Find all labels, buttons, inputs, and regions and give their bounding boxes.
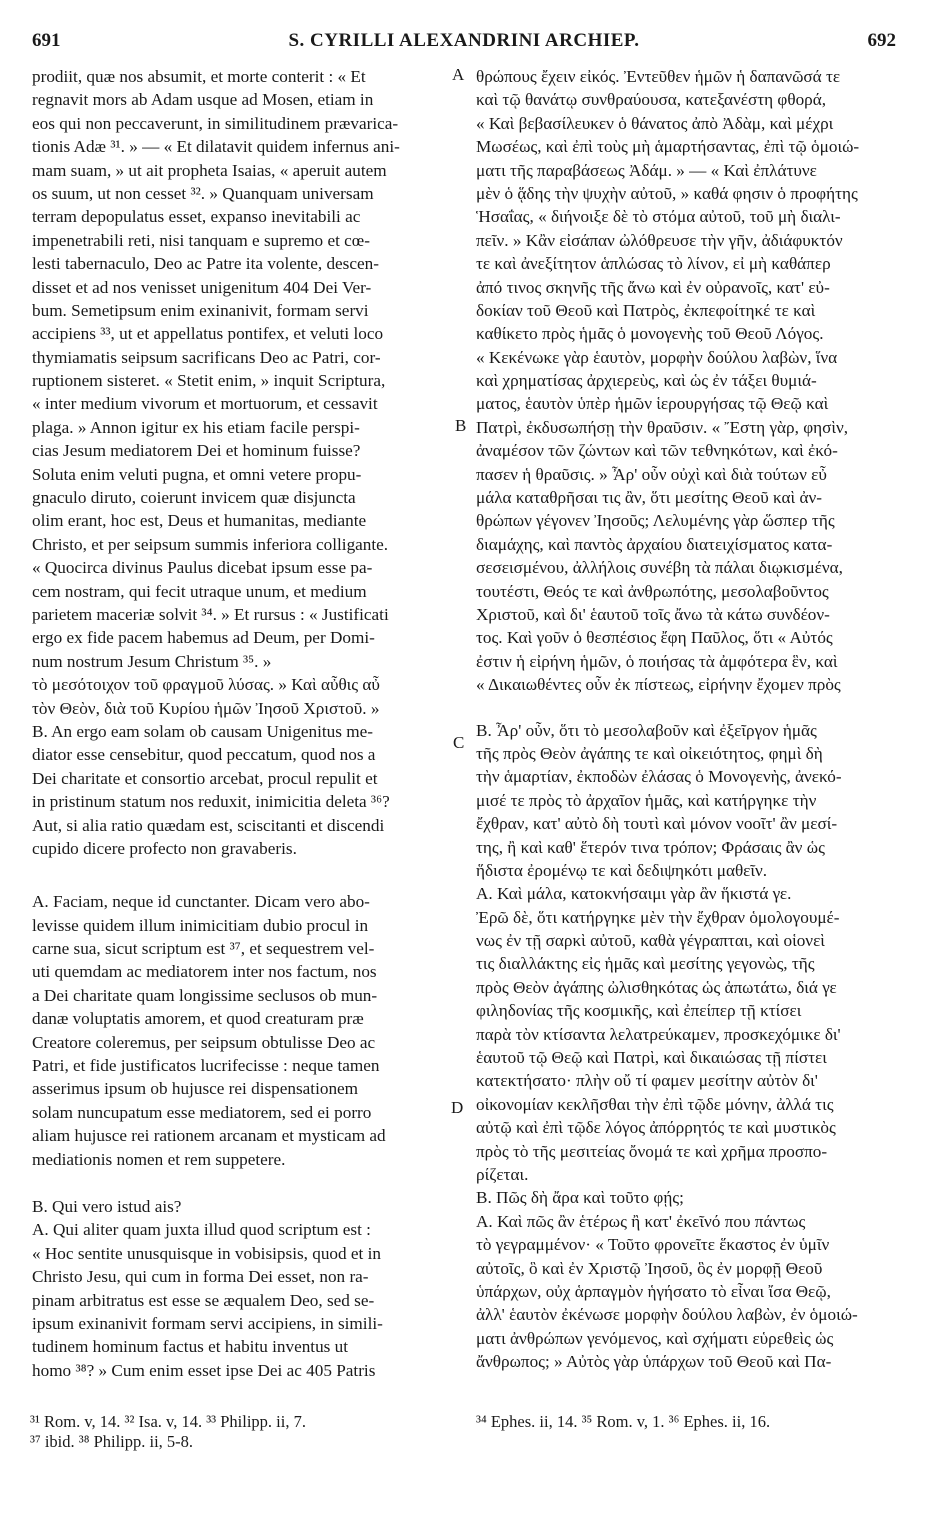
margin-letter-c: C: [453, 733, 465, 752]
text-line: mam suam, » ut ait propheta Isaias, « aperuit autem: [32, 160, 387, 180]
text-line: « Καὶ βεβασίλευκεν ὁ θάνατος ἀπὸ Ἀδὰμ, καὶ μέχρι: [476, 113, 834, 133]
text-line: ἥδιστα ἐρομένῳ τε καὶ δεδιψηκότι μαθεῖν.: [476, 860, 768, 880]
text-line: plaga. » Annon igitur ex his etiam facile perspi-: [32, 417, 360, 437]
text-line: A. Καὶ πῶς ἂν ἑτέρως ἢ κατ' ἐκεῖνό που πάντως: [476, 1211, 806, 1231]
text-line: ergo ex fide pacem habemus ad Deum, per Domi-: [32, 628, 375, 648]
text-line: ρίζεται.: [476, 1164, 529, 1184]
text-line: ματος, ἑαυτὸν ὑπὲρ ἡμῶν ἱερουργήσας τῷ Θεῷ καὶ: [476, 394, 829, 414]
text-line: τῆς πρὸς Θεὸν ἀγάπης τε καὶ οἰκειότητος, φημὶ δὴ: [476, 743, 823, 763]
text-line: παρὰ τὸν κτίσαντα λελατρεύκαμεν, προσκεχόμικε δι': [476, 1024, 841, 1044]
footnote-line: ³⁷ ibid. ³⁸ Philipp. ii, 5-8.: [30, 1432, 194, 1451]
text-line: αὐτοῖς, ὃ καὶ ἐν Χριστῷ Ἰησοῦ, ὃς ἐν μορφῇ Θεοῦ: [476, 1258, 823, 1278]
text-line: θρώπων γέγονεν Ἰησοῦς; Λελυμένης γὰρ ὥσπερ τῆς: [476, 511, 835, 531]
text-line: A. Faciam, neque id cunctanter. Dicam vero abo-: [32, 892, 370, 912]
text-line: « Hoc sentite unusquisque in vobisipsis, quod et in: [32, 1243, 381, 1263]
text-line: pinam arbitratus est esse se æqualem Deo, sed se-: [32, 1290, 375, 1310]
text-line: danæ voluptatis amorem, et quod creaturam præ: [32, 1009, 364, 1029]
page-number-right: 692: [867, 30, 896, 51]
paragraph-gap: [32, 1171, 448, 1195]
text-line: levisse quidem illum inimicitiam dubio procul in: [32, 915, 369, 935]
text-line: Χριστοῦ, καὶ δι' ἑαυτοῦ τοῖς ἄνω τὰ κάτω συνδέον-: [476, 604, 830, 624]
text-line: « Κεκένωκε γὰρ ἑαυτὸν, μορφὴν δούλου λαβὼν, ἵνα: [476, 347, 838, 367]
text-line: a Dei charitate quam longissime seclusos ob mun-: [32, 985, 378, 1005]
text-line: uti quemdam ac mediatorem inter nos factum, nos: [32, 962, 377, 982]
text-line: cupido dicere profecto non gravaberis.: [32, 838, 297, 858]
text-line: ἑαυτοῦ τῷ Θεῷ καὶ Πατρὶ, καὶ δικαιώσας τῇ πίστει: [476, 1048, 827, 1068]
text-line: impenetrabili reti, nisi tanquam e supremo et cœ-: [32, 230, 370, 250]
text-line: asserimus ipsum ob hujusce rei dispensationem: [32, 1079, 359, 1099]
text-line: τουτέστι, Θεός τε καὶ ἀνθρωπότης, μεσολαβοῦντος: [476, 581, 829, 601]
text-line: carne sua, sicut scriptum est ³⁷, et sequestrem vel-: [32, 939, 375, 959]
text-line: καὶ τῷ θανάτῳ συνθραύουσα, κατεξανέστη φθορά,: [476, 90, 827, 110]
text-line: diator esse censebitur, quod peccatum, quod nos a: [32, 745, 376, 765]
text-line: δοκίαν τοῦ Θεοῦ καὶ Πατρὸς, ἐκπεφοίτηκέ τε καὶ: [476, 300, 816, 320]
text-line: ἐστιν ἡ εἰρήνη ἡμῶν, ὁ ποιήσας τὰ ἀμφότερα ἓν, καὶ: [476, 651, 838, 671]
text-line: B. Ἆρ' οὖν, ὅτι τὸ μεσολαβοῦν καὶ ἐξεῖργον ἡμᾶς: [476, 720, 817, 740]
margin-letter-d: D: [451, 1098, 464, 1117]
text-line: της, ἢ καὶ καθ' ἕτερόν τινα τρόπον; Φράσαις ἂν ὡς: [476, 837, 825, 857]
text-line: ὑπάρχων, οὐχ ἁρπαγμὸν ἡγήσατο τὸ εἶναι ἴσα Θεῷ,: [476, 1281, 831, 1301]
text-line: Ἡσαΐας, « διήνοιξε δὲ τὸ στόμα αὐτοῦ, τοῦ μὴ διαλι-: [476, 207, 841, 227]
text-line: Μωσέως, καὶ ἐπὶ τοὺς μὴ ἁμαρτήσαντας, ἐπὶ τῷ ὁμοιώ-: [476, 137, 860, 157]
text-line: οἰκονομίαν κεκλῆσθαι τὴν ἐπὶ τῷδε μόνην, ἀλλά τις: [476, 1094, 834, 1114]
text-line: in pristinum statum nos reduxit, inimicitia deleta ³⁶?: [32, 792, 390, 812]
text-line: ipsum exinanivit formam servi accipiens, in simili-: [32, 1313, 383, 1333]
text-line: prodiit, quæ nos absumit, et morte conterit : « Et: [32, 67, 366, 86]
text-line: ἔχθραν, κατ' αὐτὸ δὴ τουτὶ καὶ μόνον νοοῖτ' ἂν μεσί-: [476, 814, 838, 834]
text-line: disset et ad nos venisset unigenitum 404 Dei Ver-: [32, 277, 372, 297]
text-line: cem nostram, qui fecit utraque unum, et medium: [32, 581, 367, 601]
text-line: πασεν ἡ θραῦσις. » Ἆρ' οὖν οὐχὶ καὶ διὰ τούτων εὖ: [476, 464, 827, 484]
text-line: terram depopulatus esset, expanso inevitabili ac: [32, 207, 361, 227]
text-line: φιληδονίας τῆς κοσμικῆς, καὶ ἐπείπερ τῇ κτίσει: [476, 1001, 802, 1021]
running-title: S. CYRILLI ALEXANDRINI ARCHIEP.: [288, 30, 640, 51]
margin-letter-a: A: [452, 65, 465, 84]
page-header: [32, 30, 896, 60]
text-line: Creatore coleremus, per seipsum obtulisse Deo ac: [32, 1032, 376, 1052]
text-line: μισέ τε πρὸς τὸ ἀρχαῖον ἡμᾶς, καὶ κατήργηκε τὴν: [476, 790, 817, 810]
text-line: καὶ χρηματίσας ἀρχιερεὺς, καὶ ὡς ἐν τάξει θυμιά-: [476, 371, 817, 391]
text-line: A. Qui aliter quam juxta illud quod scriptum est :: [32, 1220, 371, 1240]
text-line: tionis Adæ ³¹. » — « Et dilatavit quidem infernus ani-: [32, 137, 400, 157]
text-line: σεσεισμένου, ἀλλήλοις συνέβη τὰ πάλαι διῳκισμένα,: [476, 558, 843, 578]
footnote-line: ³¹ Rom. v, 14. ³² Isa. v, 14. ³³ Philipp. ii, 7.: [30, 1412, 306, 1431]
text-line: Patri, et fide justificatos lucrifecisse : neque tamen: [32, 1056, 380, 1076]
text-line: νως ἐν τῇ σαρκὶ αὐτοῦ, καθὰ γέγραπται, καὶ οἱονεὶ: [476, 931, 825, 951]
text-line: regnavit mors ab Adam usque ad Mosen, etiam in: [32, 90, 374, 110]
greek-column: [476, 65, 896, 1373]
text-line: διαμάχης, καὶ παντὸς ἀρχαίου διατειχίσματος κατα-: [476, 534, 833, 554]
text-line: Christo Jesu, qui cum in forma Dei esset, non ra-: [32, 1267, 369, 1287]
text-line: thymiamatis seipsum sacrificans Deo ac Patri, cor-: [32, 347, 381, 367]
text-line: Christo, et per seipsum summis inferiora colligante.: [32, 534, 389, 554]
text-line: τε καὶ ἀνεξίτητον ἁπλώσας τὸ λίνον, εἰ μὴ καθάπερ: [476, 254, 831, 274]
paragraph-gap: [476, 697, 896, 719]
text-line: mediationis nomen et rem suppetere.: [32, 1149, 286, 1169]
text-line: μάλα καταθρῆσαι τις ἂν, ὅτι μεσίτης Θεοῦ καὶ ἀν-: [476, 488, 822, 508]
text-line: aliam hujusce rei rationem arcanam et mysticam ad: [32, 1126, 386, 1146]
latin-column: [32, 65, 448, 1382]
text-line: B. An ergo eam solam ob causam Unigenitus me-: [32, 721, 373, 741]
footnote-line: ³⁴ Ephes. ii, 14. ³⁵ Rom. v, 1. ³⁶ Ephes. ii, 16.: [476, 1412, 771, 1431]
text-line: ἀλλ' ἑαυτὸν ἐκένωσε μορφὴν δούλου λαβὼν, ἐν ὁμοιώ-: [476, 1305, 858, 1325]
text-line: Ἐρῶ δὲ, ὅτι κατήργηκε μὲν τὴν ἔχθραν ὁμολογουμέ-: [476, 907, 840, 927]
text-line: αὐτῷ καὶ ἐπὶ τῷδε λόγος ἀπόρρητός τε καὶ μυστικὸς: [476, 1118, 836, 1138]
text-line: os suum, ut non cesset ³². » Quanquam universam: [32, 183, 374, 203]
text-line: τὴν ἁμαρτίαν, ἐκποδὼν ἐλάσας ὁ Μονογενὴς, ἀνεκό-: [476, 767, 842, 787]
text-line: ruptionem sisteret. « Stetit enim, » inquit Scriptura,: [32, 371, 386, 391]
paragraph-gap: [32, 860, 448, 890]
text-line: κατεκτήσατο· πλὴν οὔ τί φαμεν μεσίτην αὐτὸν δι': [476, 1071, 818, 1091]
text-line: « Quocirca divinus Paulus dicebat ipsum esse pa-: [32, 558, 373, 578]
margin-letter-b: B: [455, 416, 467, 435]
text-line: ἀπό τινος σκηνῆς τῆς ἄνω καὶ ἐν οὐρανοῖς, κατ' εὐ-: [476, 277, 830, 297]
text-line: Πατρὶ, ἐκδυσωπήσῃ τὴν θραῦσιν. « Ἔστη γὰρ, φησὶν,: [476, 417, 849, 437]
text-line: ἄνθρωπος; » Αὐτὸς γὰρ ὑπάρχων τοῦ Θεοῦ καὶ Πα-: [476, 1352, 832, 1372]
text-line: ἀναμέσον τῶν ζώντων καὶ τῶν τεθνηκότων, καὶ ἐκό-: [476, 441, 838, 461]
text-line: τὸ μεσότοιχον τοῦ φραγμοῦ λύσας. » Καὶ αὖθις αὖ: [32, 675, 380, 695]
text-line: « Δικαιωθέντες οὖν ἐκ πίστεως, εἰρήνην ἔχομεν πρὸς: [476, 675, 841, 695]
text-line: Dei charitate et consortio arcebat, procul repulit et: [32, 768, 378, 788]
text-line: homo ³⁸? » Cum enim esset ipse Dei ac 405 Patris: [32, 1360, 376, 1380]
text-line: bum. Semetipsum enim exinanivit, formam servi: [32, 300, 369, 320]
text-line: cias Jesum mediatorem Dei et hominum fuisse?: [32, 441, 361, 461]
text-line: θρώπους ἔχειν εἰκός. Ἐντεῦθεν ἡμῶν ἡ δαπανῶσά τε: [476, 67, 841, 86]
text-line: πεῖν. » Κἂν εἰσάπαν ὠλόθρευσε τὴν γῆν, ἀδιάφυκτόν: [476, 230, 843, 250]
text-line: num nostrum Jesum Christum ³⁵. »: [32, 651, 272, 671]
text-line: τὸ γεγραμμένον· « Τοῦτο φρονεῖτε ἕκαστος ἐν ὑμῖν: [476, 1235, 830, 1255]
text-line: τος. Καὶ γοῦν ὁ θεσπέσιος ἔφη Παῦλος, ὅτι « Αὐτός: [476, 628, 833, 648]
text-line: accipiens ³³, ut et appellatus pontifex, et veluti loco: [32, 324, 384, 344]
text-line: Aut, si alia ratio quædam est, sciscitanti et discendi: [32, 815, 385, 835]
text-line: ματι τῆς παραβάσεως Ἀδάμ. » — « Καὶ ἐπλάτυνε: [476, 160, 817, 180]
text-line: B. Qui vero istud ais?: [32, 1196, 182, 1216]
page-number-left: 691: [32, 30, 61, 51]
text-line: gnaculo diruto, coierunt invicem quæ disjuncta: [32, 488, 356, 508]
text-line: μὲν ὁ ᾅδης τὴν ψυχὴν αὐτοῦ, » καθά φησιν ὁ προφήτης: [476, 183, 858, 203]
text-line: A. Καὶ μάλα, κατοκνήσαιμι γὰρ ἂν ἥκιστά γε.: [476, 884, 792, 904]
text-line: « inter medium vivorum et mortuorum, et cessavit: [32, 394, 378, 414]
text-line: πρὸς τὸ τῆς μεσιτείας ὄνομά τε καὶ χρῆμα προσπο-: [476, 1141, 828, 1161]
text-line: eos qui non peccaverunt, in similitudinem prævarica-: [32, 113, 399, 133]
text-line: τις διαλλάκτης εἰς ἡμᾶς καὶ μεσίτης γεγονὼς, τῆς: [476, 954, 815, 974]
text-line: πρὸς Θεὸν ἀγάπης ὠλισθηκότας ὡς ἀπωτάτω, διά γε: [476, 977, 837, 997]
text-line: tudinem hominum factus et habitu inventus ut: [32, 1337, 349, 1357]
text-line: solam nuncupatum esse mediatorem, sed ei porro: [32, 1102, 372, 1122]
text-line: Soluta enim veluti pugna, et omni vetere propu-: [32, 464, 362, 484]
text-line: lesti tabernaculo, Deo ac Patre ita volente, descen-: [32, 254, 379, 274]
text-line: καθίκετο πρὸς ἡμᾶς ὁ μονογενὴς τοῦ Θεοῦ Λόγος.: [476, 324, 824, 344]
text-line: parietem maceriæ solvit ³⁴. » Et rursus : « Justificati: [32, 604, 389, 624]
text-line: B. Πῶς δὴ ἄρα καὶ τοῦτο φῄς;: [476, 1188, 684, 1208]
text-line: ματι ἀνθρώπων γενόμενος, καὶ σχήματι εὑρεθεὶς ὡς: [476, 1328, 834, 1348]
text-line: τὸν Θεὸν, διὰ τοῦ Κυρίου ἡμῶν Ἰησοῦ Χριστοῦ. »: [32, 698, 380, 718]
text-line: olim erant, hoc est, Deus et humanitas, mediante: [32, 511, 367, 531]
